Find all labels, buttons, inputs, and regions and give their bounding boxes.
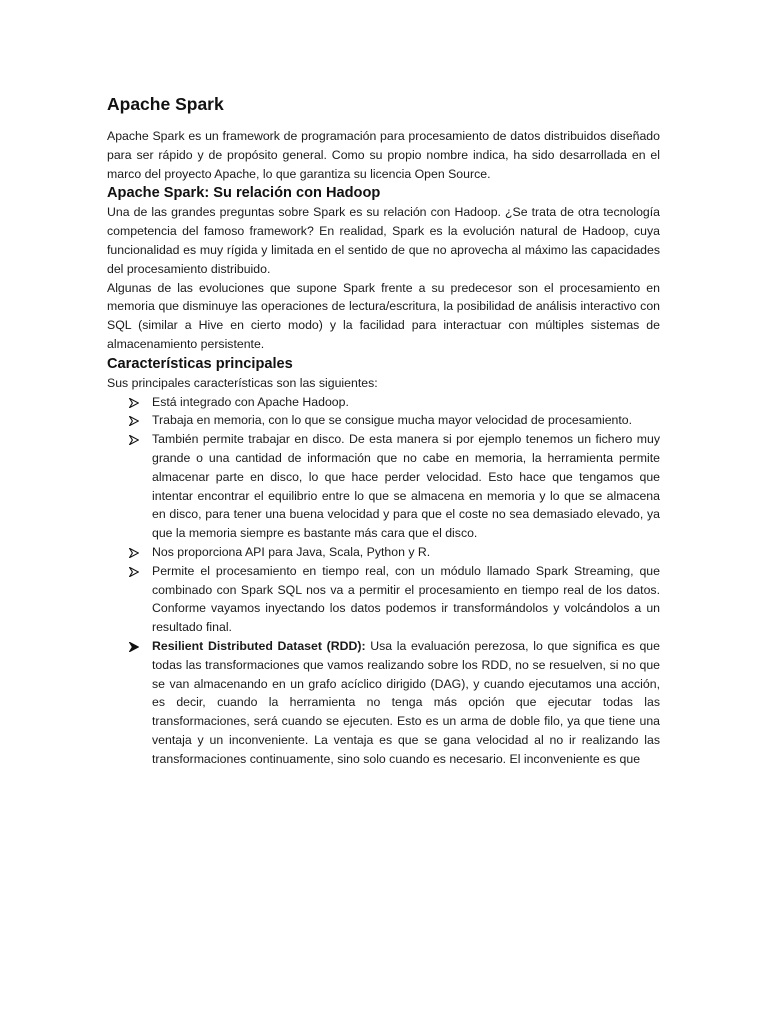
list-item [107, 562, 660, 637]
arrowhead-bullet-icon [129, 435, 139, 445]
arrowhead-bullet-icon [129, 567, 139, 577]
arrowhead-bullet-icon [129, 642, 139, 652]
list-item-text: Está integrado con Apache Hadoop. [152, 394, 349, 409]
list-item-text: Usa la evaluación perezosa, lo que significa es que todas las transformaciones que vamos realizando sobre los RDD, no se resuelven, si no que se van almacenando en un grafo acíclico dirigido (DAG), y cuando ejecutamos una acción, es decir, cuando la herramienta no tenga más opción que ejecutar todas las transformaciones, será cuando se ejecuten. Esto es un arma de doble filo, ya que tiene una ventaja y un inconveniente. La ventaja es que se gana velocidad al no ir realizando las transformaciones continuamente, sino solo cuando es necesario. El inconveniente es que [152, 638, 660, 766]
rdd-term: Resilient Distributed Dataset (RDD): [152, 638, 366, 653]
document-title: Apache Spark [107, 94, 224, 114]
list-item [107, 430, 660, 543]
section-heading-hadoop: Apache Spark: Su relación con Hadoop [107, 185, 381, 202]
document-page [107, 92, 660, 769]
hadoop-paragraph-2: Algunas de las evoluciones que supone Spark frente a su predecesor son el procesamiento en memoria que disminuye las operaciones de lectura/escritura, la posibilidad de análisis interactivo con SQL (similar a Hive en cierto modo) y la facilidad para interactuar con múltiples sistemas de almacenamiento persistente. [107, 280, 660, 351]
intro-paragraph: Apache Spark es un framework de programación para procesamiento de datos distribuidos diseñado para ser rápido y de propósito general. Como su propio nombre indica, ha sido desarrollada en el marco del proyecto Apache, lo que garantiza su licencia Open Source. [107, 129, 660, 181]
list-item [107, 543, 660, 562]
list-item-text: Nos proporciona API para Java, Scala, Python y R. [152, 544, 431, 559]
arrowhead-bullet-icon [129, 398, 139, 408]
section-heading-features: Características principales [107, 355, 293, 372]
list-item [107, 411, 660, 430]
arrowhead-bullet-icon [129, 548, 139, 558]
list-item-text: También permite trabajar en disco. De esta manera si por ejemplo tenemos un fichero muy grande o una cantidad de información que no cabe en memoria, la herramienta permite almacenar parte en disco, lo que hace perder velocidad. Esto hace que tengamos que intentar encontrar el equilibrio entre lo que se almacena en memoria y lo que se almacena en disco, para tener una buena velocidad y para que el coste no sea demasiado elevado, ya que la memoria siempre es bastante más cara que el disco. [152, 432, 660, 541]
list-item-text: Permite el procesamiento en tiempo real, con un módulo llamado Spark Streaming, que combinado con Spark SQL nos va a permitir el procesamiento en tiempo real de los datos. Conforme vayamos inyectando los datos podemos ir transformándolos y volcándolos a un resultado final. [152, 563, 660, 635]
features-lead: Sus principales características son las siguientes: [107, 375, 378, 390]
list-item [107, 393, 660, 412]
features-list [107, 393, 660, 769]
list-item [107, 637, 660, 769]
list-item-text: Trabaja en memoria, con lo que se consigue mucha mayor velocidad de procesamiento. [152, 413, 633, 428]
arrowhead-bullet-icon [129, 416, 139, 426]
hadoop-paragraph-1: Una de las grandes preguntas sobre Spark es su relación con Hadoop. ¿Se trata de otra tecnología competencia del famoso framework? En realidad, Spark es la evolución natural de Hadoop, cuya funcionalidad es muy rígida y limitada en el sentido de que no aprovecha al máximo las capacidades del procesamiento distribuido. [107, 205, 660, 276]
